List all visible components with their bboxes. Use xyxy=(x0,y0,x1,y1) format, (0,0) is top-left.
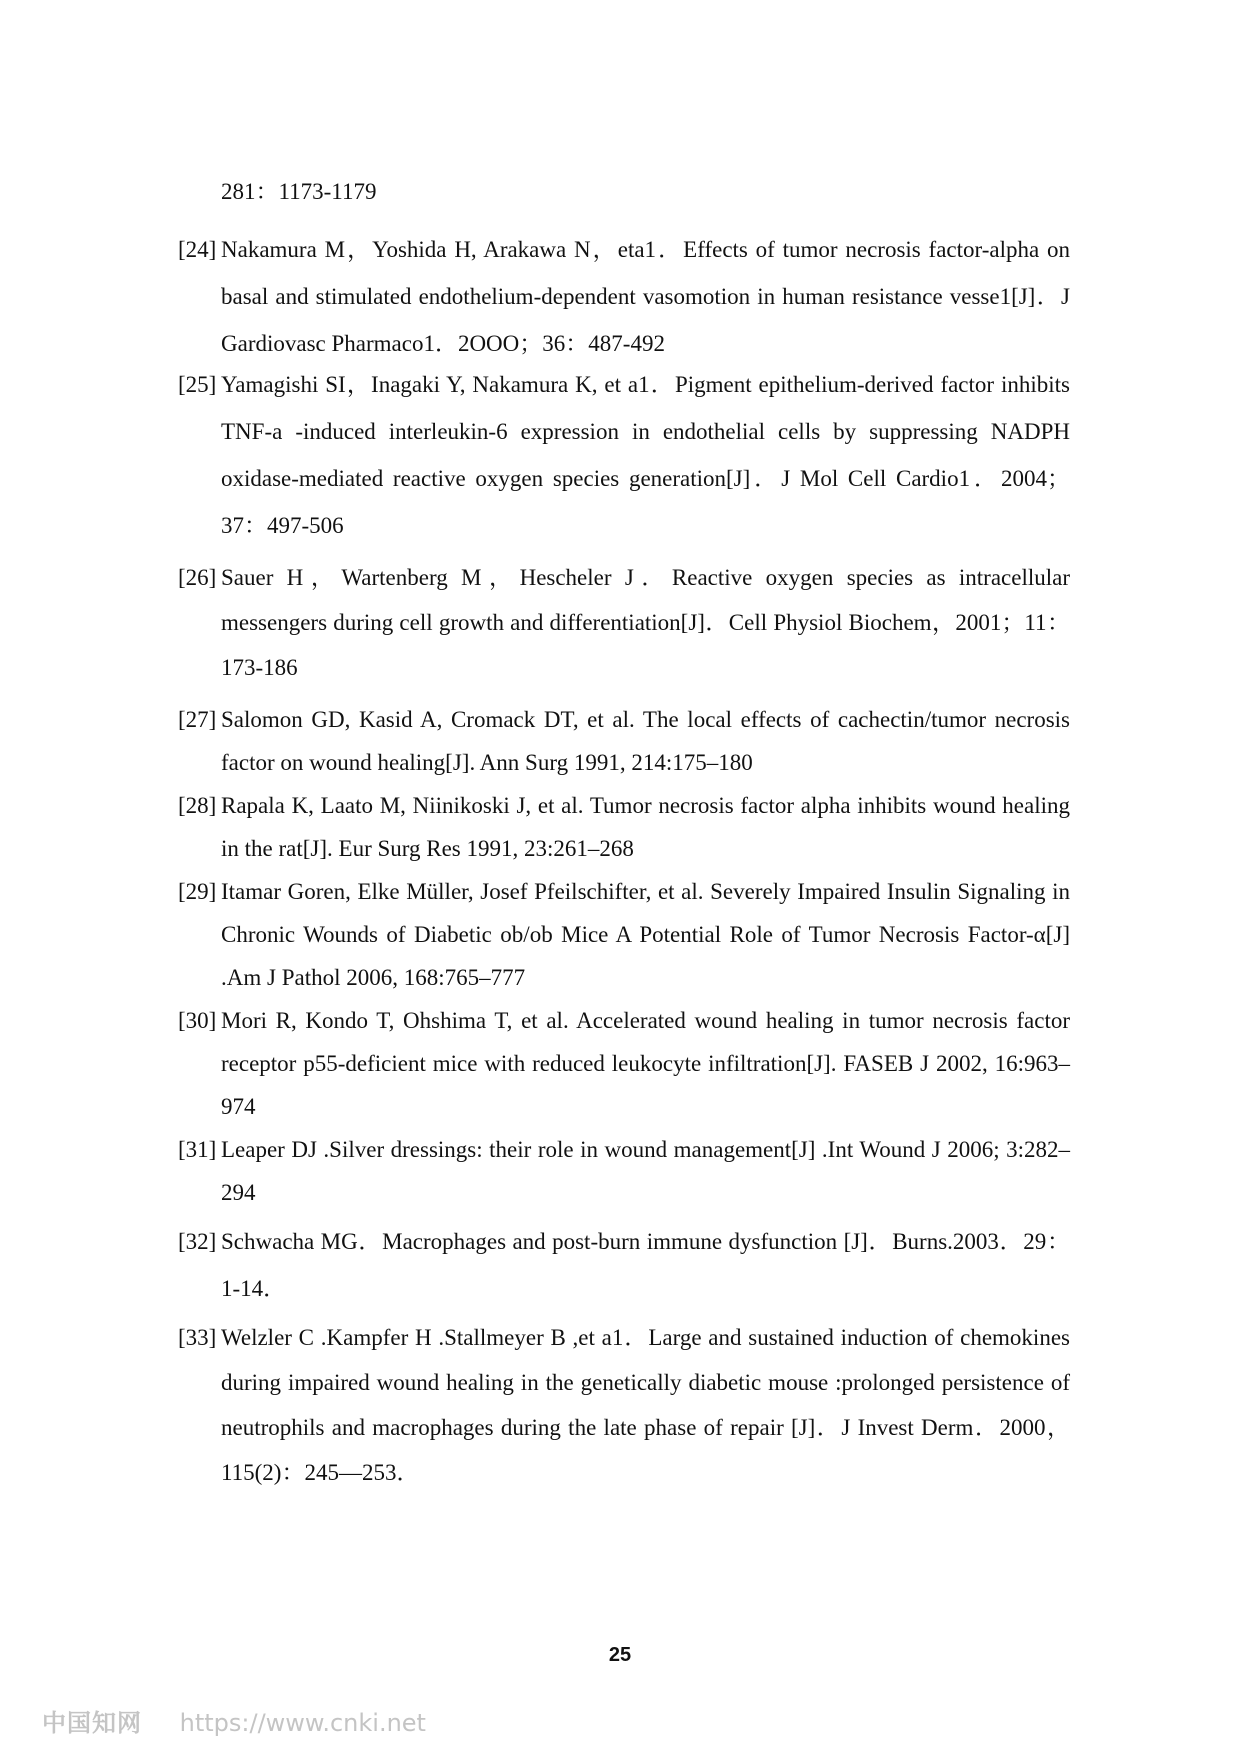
reference-text: Leaper DJ .Silver dressings: their role in wound management[J] .Int Wound J 2006; 3:282–294 xyxy=(221,1137,1070,1205)
reference-item xyxy=(178,784,1070,870)
reference-number: [26] xyxy=(178,565,217,590)
reference-number: [33] xyxy=(178,1325,217,1350)
reference-item xyxy=(178,698,1070,784)
reference-item xyxy=(178,555,1070,690)
page-number: 25 xyxy=(608,1644,632,1666)
reference-number: [25] xyxy=(178,372,217,397)
reference-item xyxy=(178,999,1070,1128)
reference-text: Itamar Goren, Elke Müller, Josef Pfeilschifter, et al. Severely Impaired Insulin Signaling in Chronic Wounds of Diabetic ob/ob Mice A Potential Role of Tumor Necrosis Factor-α[J] .Am J Pathol 2006, 168:765–777 xyxy=(221,879,1070,990)
reference-text: Yamagishi SI，Inagaki Y, Nakamura K, et a1．Pigment epithelium-derived factor inhibits TNF-a -induced interleukin-6 expression in endothelial cells by suppressing NADPH oxidase-mediated reactive oxygen species generation[J]．J Mol Cell Cardio1．2004；37：497-506 xyxy=(221,372,1070,538)
reference-text: Welzler C .Kampfer H .Stallmeyer B ,et a1．Large and sustained induction of chemokines during impaired wound healing in the genetically diabetic mouse :prolonged persistence of neutrophils and macrophages during the late phase of repair [J]．J Invest Derm．2000，115(2)：245—253． xyxy=(221,1325,1070,1485)
reference-text: Sauer H，Wartenberg M，Hescheler J．Reactive oxygen species as intracellular messengers during cell growth and differentiation[J]．Cell Physiol Biochem，2001；11：173-186 xyxy=(221,565,1070,680)
reference-number: [24] xyxy=(178,237,217,262)
reference-number: [31] xyxy=(178,1137,217,1162)
reference-item xyxy=(178,870,1070,999)
reference-item xyxy=(178,361,1070,549)
reference-number: [30] xyxy=(178,1008,217,1033)
reference-number: [27] xyxy=(178,707,217,732)
reference-item xyxy=(178,1218,1070,1312)
reference-number: [28] xyxy=(178,793,217,818)
reference-text: Nakamura M，Yoshida H, Arakawa N，eta1．Effects of tumor necrosis factor-alpha on basal and stimulated endothelium-dependent vasomotion in human resistance vesse1[J]．J Gardiovasc Pharmaco1．2OOO；36：487-492 xyxy=(221,237,1070,356)
watermark-logo: 中国知网 xyxy=(42,1709,142,1737)
reference-number: [29] xyxy=(178,879,217,904)
watermark xyxy=(42,1703,426,1738)
watermark-url: https://www.cnki.net xyxy=(179,1709,426,1737)
reference-text: Rapala K, Laato M, Niinikoski J, et al. Tumor necrosis factor alpha inhibits wound healing in the rat[J]. Eur Surg Res 1991, 23:261–268 xyxy=(221,793,1070,861)
reference-text: Salomon GD, Kasid A, Cromack DT, et al. The local effects of cachectin/tumor necrosis factor on wound healing[J]. Ann Surg 1991, 214:175–180 xyxy=(221,707,1070,775)
reference-item xyxy=(178,1315,1070,1495)
reference-text: Mori R, Kondo T, Ohshima T, et al. Accelerated wound healing in tumor necrosis factor receptor p55-deficient mice with reduced leukocyte infiltration[J]. FASEB J 2002, 16:963–974 xyxy=(221,1008,1070,1119)
reference-continuation: 281：1173-1179 xyxy=(221,179,377,204)
reference-number: [32] xyxy=(178,1229,217,1254)
reference-item xyxy=(178,226,1070,367)
reference-text: Schwacha MG．Macrophages and post-burn immune dysfunction [J]．Burns.2003．29：1-14． xyxy=(221,1229,1070,1301)
reference-item xyxy=(178,1128,1070,1214)
